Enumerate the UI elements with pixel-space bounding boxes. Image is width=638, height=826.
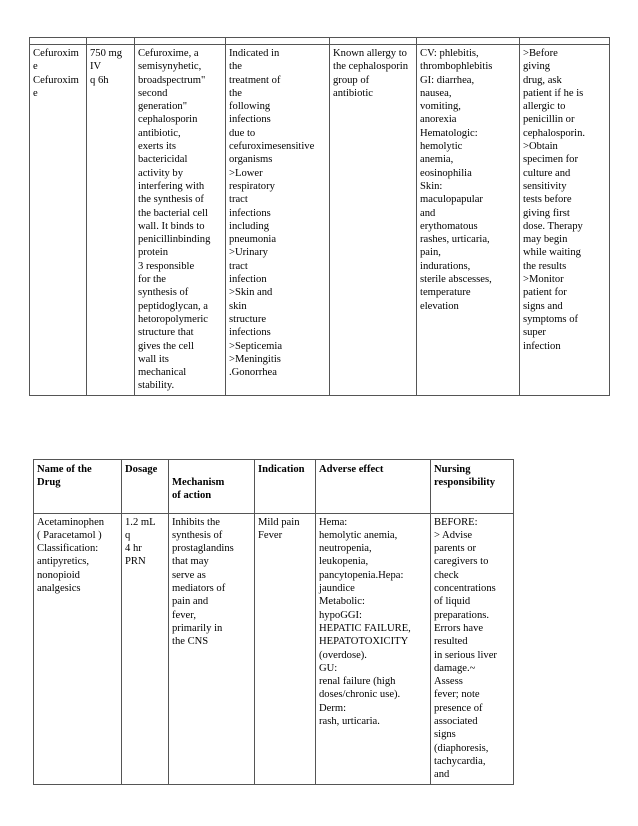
empty-header-cell xyxy=(417,38,520,45)
column-header-drug-name: Name of the Drug xyxy=(34,460,122,514)
empty-header-cell xyxy=(330,38,417,45)
column-header-indication: Indication xyxy=(255,460,316,514)
empty-header-cell xyxy=(135,38,226,45)
column-header-adverse-effect: Adverse effect xyxy=(316,460,431,514)
nursing-responsibility-cell: >Before giving drug, ask patient if he is allergic to penicillin or cephalosporin. >Obtain specimen for culture and sensitivity tests before giving first dose. Therapy may begin while waiting the results >Monitor patient for signs and symptoms of super infection xyxy=(520,45,610,396)
empty-header-cell xyxy=(87,38,135,45)
table-row xyxy=(30,45,610,396)
adverse-effect-cell: CV: phlebitis, thrombophlebitis GI: diarrhea, nausea, vomiting, anorexia Hematologic: hemolytic anemia, eosinophilia Skin: maculopapular and erythomatous rashes, urticaria, pain, indurations, sterile abscesses, temperature elevation xyxy=(417,45,520,396)
column-header-dosage: Dosage xyxy=(122,460,169,514)
table-row xyxy=(34,513,514,784)
table-header-row xyxy=(34,460,514,514)
empty-header-cell xyxy=(520,38,610,45)
indication-cell: Mild pain Fever xyxy=(255,513,316,784)
empty-header-cell xyxy=(30,38,87,45)
drug-name-cell: Cefuroxime Cefuroxime xyxy=(30,45,87,396)
nursing-responsibility-cell: BEFORE: > Advise parents or caregivers to check concentrations of liquid preparations. Errors have resulted in serious liver damage.~ Assess fever; note presence of associated signs (diaphoresis, tachycardia, and xyxy=(431,513,514,784)
drug-name-cell: Acetaminophen ( Paracetamol ) Classification: antipyretics, nonopioid analgesics xyxy=(34,513,122,784)
table-header-row-empty xyxy=(30,38,610,45)
drug-table-cefuroxime xyxy=(29,37,610,396)
adverse-effect-cell: Hema: hemolytic anemia, neutropenia, leukopenia, pancytopenia.Hepa: jaundice Metabolic: hypoGGI: HEPATIC FAILURE, HEPATOTOXICITY (overdose). GU: renal failure (high doses/chronic use). Derm: rash, urticaria. xyxy=(316,513,431,784)
contraindication-cell: Known allergy to the cephalosporin group of antibiotic xyxy=(330,45,417,396)
dosage-cell: 1.2 mL q 4 hr PRN xyxy=(122,513,169,784)
indication-cell: Indicated in the treatment of the following infections due to cefuroximesensitive organisms >Lower respiratory tract infections including pneumonia >Urinary tract infection >Skin and skin structure infections >Septicemia >Meningitis .Gonorrhea xyxy=(226,45,330,396)
drug-table-acetaminophen xyxy=(33,459,514,785)
dosage-cell: 750 mg IV q 6h xyxy=(87,45,135,396)
empty-header-cell xyxy=(226,38,330,45)
column-header-nursing-responsibility: Nursing responsibility xyxy=(431,460,514,514)
mechanism-cell: Inhibits the synthesis of prostaglandins that may serve as mediators of pain and fever, primarily in the CNS xyxy=(169,513,255,784)
column-header-mechanism: Mechanism of action xyxy=(169,460,255,514)
mechanism-cell: Cefuroxime, a semisynyhetic, broadspectrum" second generation" cephalosporin antibiotic, exerts its bactericidal activity by interfering with the synthesis of the bacterial cell wall. It binds to penicillinbinding protein 3 responsible for the synthesis of peptidoglycan, a hetoropolymeric structure that gives the cell wall its mechanical stability. xyxy=(135,45,226,396)
